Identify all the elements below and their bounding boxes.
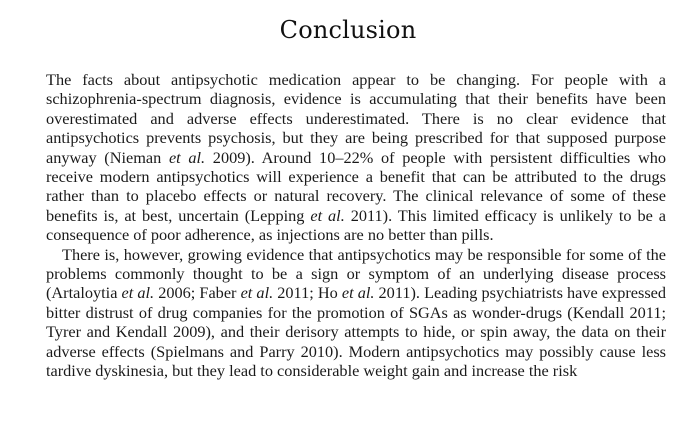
p1-italic-2: et al. [310,205,345,225]
p2-italic-2: et al. [240,283,274,303]
p1-text-2: 2009). Around 10–22% of people with persistent difficulties who receive modern antipsychotics will experience a benefit that can be attributed to the drugs rather than to placebo effects or natural recovery. The clinical relevance of some of these benefits is, at best, uncertain (Lepping [46,147,666,225]
section-title: Conclusion [279,16,417,44]
paragraph-1 [46,70,666,245]
p1-text-3: 2011). This limited efficacy is unlikely to be a consequence of poor adherence, as injections are no better than pills. [46,205,666,245]
p1-italic-1: et al. [168,147,206,167]
p1-text-1: The facts about antipsychotic medication appear to be changing. For people with a schizophrenia-spectrum diagnosis, evidence is accumulating that their benefits have been overestimated and adverse effects underestimated. There is no clear evidence that antipsychotics prevents psychosis, but they are being prescribed for that supposed purpose anyway (Nieman [46,70,666,167]
p2-text-4: 2011). Leading psychiatrists have expressed bitter distrust of drug companies for the promotion of SGAs as wonder-drugs (Kendall 2011; Tyrer and Kendall 2009), and their derisory attempts to hide, or spin away, the data on their adverse effects (Spielmans and Parry 2010). Modern antipsychotics may possibly cause less tardive dyskinesia, but they lead to considerable weight gain and increase the risk [46,283,667,381]
p2-italic-1: et al. [121,283,155,303]
p2-text-3: 2011; Ho [273,283,342,303]
p2-text-1: There is, however, growing evidence that antipsychotics may be responsible for some of the problems commonly thought to be a sign or symptom of an underlying disease process (Artaloytia [46,244,666,303]
p2-italic-3: et al. [341,283,375,303]
p2-text-2: 2006; Faber [154,283,241,303]
paragraph-2 [46,245,666,381]
conclusion-body [46,70,666,381]
